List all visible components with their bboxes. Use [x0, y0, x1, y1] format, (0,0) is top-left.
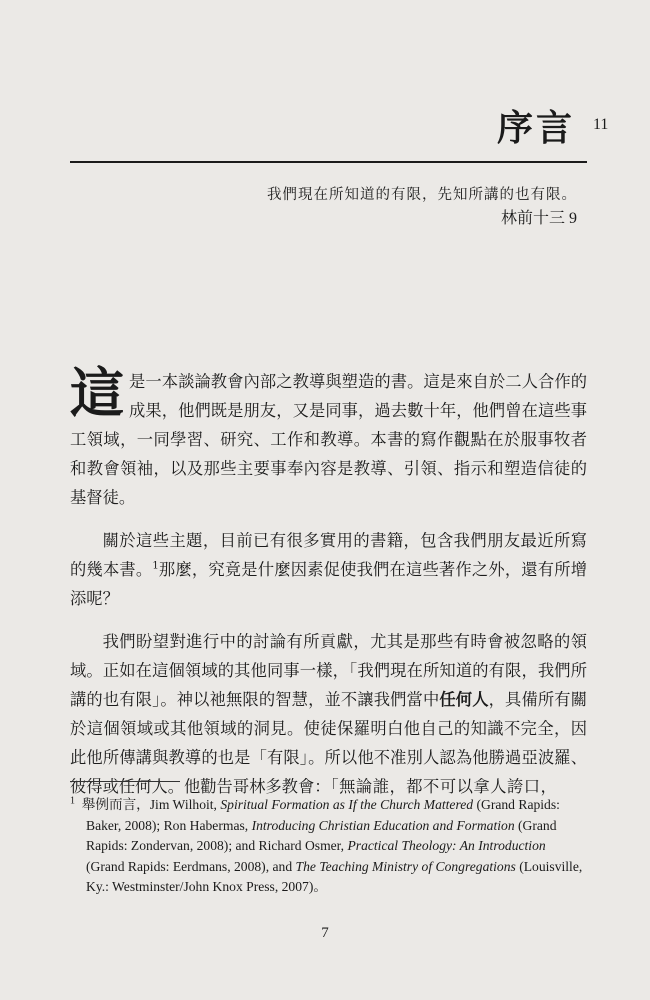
epigraph-reference: 林前十三 9 — [500, 210, 577, 227]
footnote-rule — [70, 781, 180, 782]
body-text — [70, 361, 587, 801]
epigraph-quote: 我們現在所知道的有限，先知所講的也有限。 — [267, 187, 577, 203]
paragraph-2 — [70, 526, 587, 613]
footnote-text-1: 舉例而言，Jim Wilhoit, — [81, 797, 221, 812]
paragraph-3-text-a: 我們盼望對進行中的討論有所貢獻，尤其是那些有時會被忽略的領域。正如在這個領域的其他同事一樣，「我們現在所知道的有限，我們所講的也有限」。神以祂無限的智慧，並不讓我們當中 — [70, 632, 587, 709]
drop-cap: 這 — [70, 361, 124, 425]
paragraph-3-text-b: ，具備所有關於這個領域或其他領域的洞見。使徒保羅明白他自己的知識不完全，因此他所傳講與教導的也是「有限」。所以他不准別人認為他勝過亞波羅、彼得或任何人。他勸告哥林多教會： — [70, 690, 587, 796]
footnote-title-3: Practical Theology: An Introduction — [347, 838, 546, 853]
chapter-number: 11 — [593, 116, 609, 133]
page-number: 7 — [321, 925, 329, 941]
footnote-text-2: (Grand Rapids: Baker, 2008); Ron Habermas, — [86, 797, 560, 833]
emphasis-text: 任何人 — [439, 690, 489, 709]
paragraph-1-text: 是一本談論教會內部之教導與塑造的書。這是來自於二人合作的成果，他們既是朋友，又是同事，過去數十年，他們曾在這些事工領域，一同學習、研究、工作和教導。本書的寫作觀點在於服事牧者和教會領袖，以及那些主要事奉內容是教導、引領、指示和塑造信徒的基督徒。 — [70, 372, 587, 507]
footnote-text-4: (Grand Rapids: Eerdmans, 2008), and — [86, 858, 296, 874]
chapter-title: 序言 — [497, 107, 576, 149]
footnote-mark: 1 — [70, 795, 75, 807]
scripture-quote: 「無論誰，都不可以拿人誇口， — [330, 777, 558, 796]
footnote-title-1: Spiritual Formation as If the Church Mattered — [220, 797, 474, 812]
paragraph-2-text-b: 那麼，究竟是什麼因素促使我們在這些著作之外，還有所增添呢？ — [70, 560, 587, 608]
paragraph-1 — [70, 361, 587, 512]
title-rule — [70, 161, 587, 163]
paragraph-2-text-a: 關於這些主題，目前已有很多實用的書籍，包含我們朋友最近所寫的幾本書。 — [70, 531, 587, 579]
footnote-text-5: (Louisville, Ky.: Westminster/John Knox Press, 2007)。 — [86, 858, 583, 894]
footnote — [70, 795, 587, 898]
footnote-text-3: (Grand Rapids: Zondervan, 2008); and Richard Osmer, — [86, 817, 557, 853]
footnote-reference[interactable]: 1 — [152, 560, 159, 572]
paragraph-3 — [70, 627, 587, 801]
footnote-title-4: The Teaching Ministry of Congregations — [295, 858, 516, 874]
footnote-title-2: Introducing Christian Education and Formation — [251, 817, 515, 833]
